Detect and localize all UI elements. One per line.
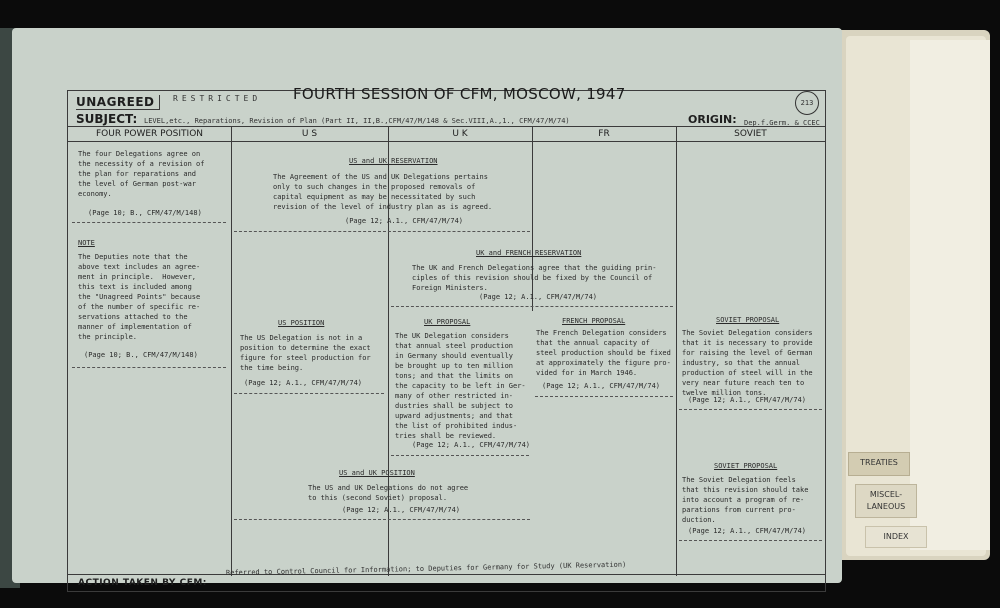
document-sheet [12, 28, 842, 588]
soviet-proposal-1-ref: (Page 12; A.1., CFM/47/M/74) [688, 396, 807, 404]
column-us: U S [301, 129, 318, 139]
uk-french-reservation-title: UK and FRENCH RESERVATION [476, 249, 582, 257]
divider-1 [231, 126, 232, 576]
page-stack-back [910, 40, 990, 550]
column-header-row [68, 126, 825, 142]
us-uk-reservation-ref: (Page 12; A.1., CFM/47/M/74) [345, 217, 464, 225]
uk-proposal-ref: (Page 12; A.1., CFM/47/M/74) [412, 441, 531, 449]
french-proposal-text: The French Delegation considers that the annual capacity of steel production should be fixed at approximately the figure pro- vided for in March 1946. [536, 329, 671, 377]
tab-miscellaneous[interactable]: MISCEL- LANEOUS [855, 484, 917, 518]
us-uk-position-text: The US and UK Delegations do not agree to this (second Soviet) proposal. [308, 484, 469, 502]
page-number: 213 [795, 91, 819, 115]
us-position-title: US POSITION [278, 319, 325, 327]
action-text: Referred to Control Council for Information; to Deputies for Germany for Study (UK Reservation) [225, 560, 627, 577]
uk-proposal-text: The UK Delegation considers that annual steel production in Germany should eventually be brought up to ten million tons; and that the limits on the capacity to be left in Ger- many of other restricted in- dustries shall be subject to upward adjustments; and that the list of prohibited indus- tries shall be reviewed. [395, 332, 526, 440]
page-title: FOURTH SESSION OF CFM, MOSCOW, 1947 [293, 85, 626, 103]
us-uk-reservation-text: The Agreement of the US and UK Delegations pertains only to such changes in the proposed removals of capital equipment as may be necessitated by such revision of the level of industry plan as is agreed. [273, 173, 493, 211]
dash-line [535, 396, 673, 397]
dash-line [234, 393, 384, 394]
note-title: NOTE [78, 239, 95, 247]
subject-label: SUBJECT: [76, 112, 138, 126]
unagreed-label: UNAGREED [76, 95, 160, 110]
column-four-power: FOUR POWER POSITION [95, 129, 204, 139]
uk-proposal-title: UK PROPOSAL [424, 318, 471, 326]
divider-4 [676, 126, 677, 576]
soviet-proposal-2-text: The Soviet Delegation feels that this revision should take into account a program of re- parations from current pro- duction. [682, 476, 809, 524]
soviet-proposal-1-title: SOVIET PROPOSAL [716, 316, 780, 324]
tab-treaties[interactable]: TREATIES [848, 452, 910, 476]
us-position-ref: (Page 12; A.1., CFM/47/M/74) [244, 379, 363, 387]
note-text: The Deputies note that the above text includes an agree- ment in principle. However, this text is included among the "Unagreed Points" because of the number of specific re- servations attached to the manner of implementation of the principle. [78, 253, 201, 341]
origin-text: Dep.f.Germ. & CCEC [744, 119, 820, 127]
four-power-ref: (Page 10; B., CFM/47/M/148) [88, 209, 202, 217]
dash-line [679, 540, 822, 541]
dash-line [234, 519, 530, 520]
us-uk-reservation-title: US and UK RESERVATION [349, 157, 438, 165]
french-proposal-title: FRENCH PROPOSAL [562, 317, 626, 325]
action-label: ACTION TAKEN BY CFM: [78, 578, 207, 588]
dash-line [391, 306, 673, 307]
cfm-form [67, 85, 826, 592]
column-fr: FR [598, 129, 610, 139]
dash-line [234, 231, 530, 232]
four-power-text: The four Delegations agree on the necessity of a revision of the plan for reparations and the level of German post-war economy. [78, 150, 205, 198]
dash-line [679, 409, 822, 410]
subject-text: LEVEL,etc., Reparations, Revision of Plan (Part II, II,B.,CFM/47/M/148 & Sec.VIII,A.,1., CFM/47/M/74) [144, 117, 570, 125]
uk-french-reservation-text: The UK and French Delegations agree that the guiding prin- ciples of this revision should be fixed by the Council of Foreign Ministers. [412, 264, 657, 292]
action-row [68, 560, 825, 592]
us-position-text: The US Delegation is not in a position to determine the exact figure for steel production for the time being. [240, 334, 371, 372]
origin-label: ORIGIN: [688, 113, 737, 126]
column-soviet: SOVIET [734, 129, 767, 139]
dash-line [391, 455, 529, 456]
soviet-proposal-1-text: The Soviet Delegation considers that it is necessary to provide for raising the level of German industry, so that the annual production of steel will in the very near future reach ten to twelve million tons. [682, 329, 813, 397]
tab-index[interactable]: INDEX [865, 526, 927, 548]
us-uk-position-ref: (Page 12; A.1., CFM/47/M/74) [342, 506, 461, 514]
uk-french-reservation-ref: (Page 12; A.1., CFM/47/M/74) [479, 293, 598, 301]
french-proposal-ref: (Page 12; A.1., CFM/47/M/74) [542, 382, 661, 390]
us-uk-position-title: US and UK POSITION [339, 469, 415, 477]
restricted-label: RESTRICTED [173, 94, 262, 103]
soviet-proposal-2-title: SOVIET PROPOSAL [714, 462, 778, 470]
dash-line [72, 367, 226, 368]
note-ref: (Page 10; B., CFM/47/M/148) [84, 351, 198, 359]
column-uk: U K [452, 129, 468, 139]
dash-line [72, 222, 226, 223]
soviet-proposal-2-ref: (Page 12; A.1., CFM/47/M/74) [688, 527, 807, 535]
